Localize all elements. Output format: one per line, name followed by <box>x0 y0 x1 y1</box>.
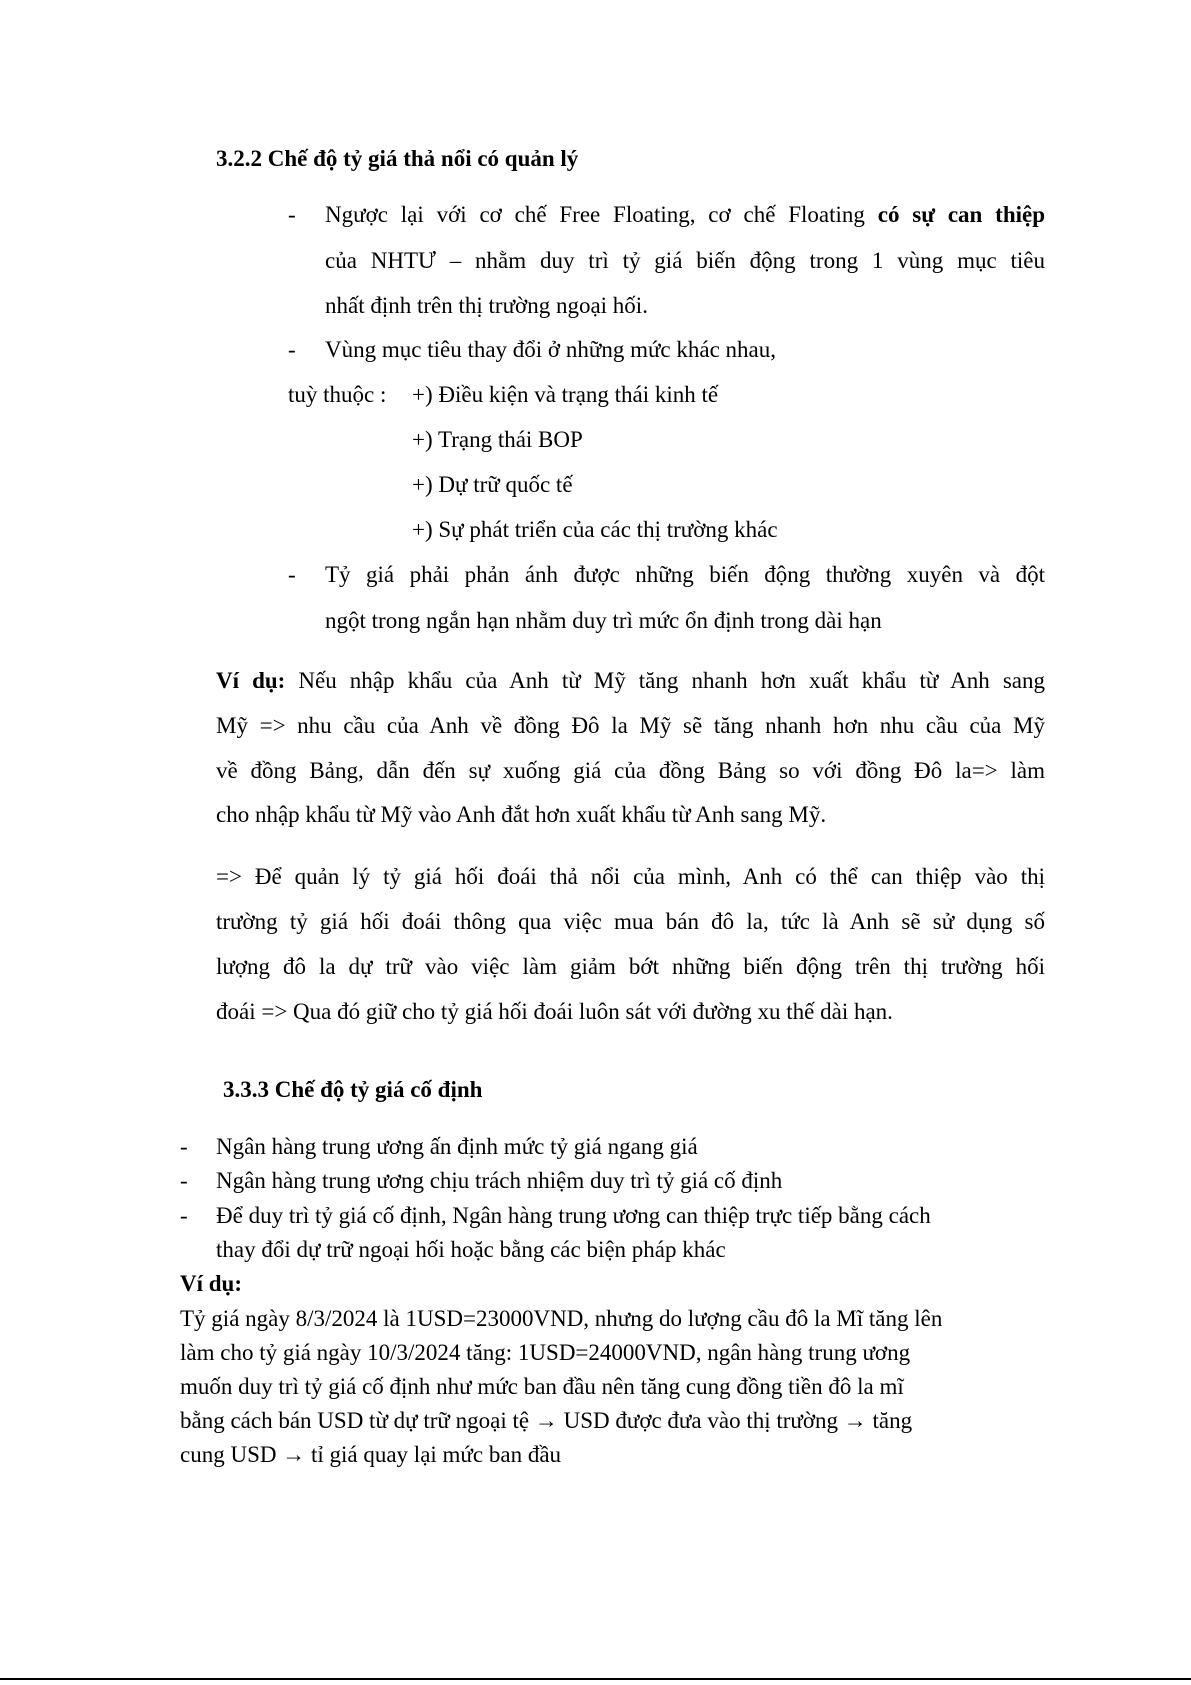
bullet-item-3-line-2: ngột trong ngắn hạn nhằm duy trì mức ổn định trong dài hạn <box>325 608 882 633</box>
bullet-marker: - <box>288 337 296 362</box>
example-label: Ví dụ: <box>216 668 286 693</box>
section-322-heading: 3.2.2 Chế độ tỷ giá thả nổi có quản lý <box>216 146 579 171</box>
bullet-marker: - <box>288 562 296 587</box>
example-line-4: cho nhập khẩu từ Mỹ vào Anh đắt hơn xuất khẩu từ Anh sang Mỹ. <box>216 802 827 827</box>
depends-item: +) Dự trữ quốc tế <box>412 472 573 497</box>
fixed-item-2: Ngân hàng trung ương chịu trách nhiệm duy trì tỷ giá cố định <box>216 1168 783 1193</box>
depends-label: tuỳ thuộc : <box>288 382 387 407</box>
conclusion-line-2: trường tỷ giá hối đoái thông qua việc mua bán đô la, tức là Anh sẽ sử dụng số <box>216 909 1045 934</box>
depends-item: +) Trạng thái BOP <box>412 427 583 452</box>
example-line-1 <box>216 668 1045 694</box>
conclusion-line-3: lượng đô la dự trữ vào việc làm giảm bớt những biến động trên thị trường hối <box>216 954 1045 979</box>
fixed-item-3-cont: thay đổi dự trữ ngoại hối hoặc bằng các biện pháp khác <box>216 1237 726 1262</box>
bullet-item-1-line-1 <box>325 202 1045 228</box>
example-line-2: Mỹ => nhu cầu của Anh về đồng Đô la Mỹ sẽ tăng nhanh hơn nhu cầu của Mỹ <box>216 713 1045 738</box>
depends-item: +) Điều kiện và trạng thái kinh tế <box>412 382 719 407</box>
depends-item: +) Sự phát triển của các thị trường khác <box>412 517 778 542</box>
bullet-item-1-line-3: nhất định trên thị trường ngoại hối. <box>325 293 648 318</box>
page-bottom-rule <box>0 1678 1191 1680</box>
bullet-item-2: Vùng mục tiêu thay đổi ở những mức khác nhau, <box>325 337 777 362</box>
bullet-marker: - <box>288 202 296 227</box>
fixed-example-label: Ví dụ: <box>180 1271 242 1296</box>
bullet-marker: - <box>180 1203 188 1228</box>
bullet-marker: - <box>180 1168 188 1193</box>
bullet-marker: - <box>180 1134 188 1159</box>
section-333-heading: 3.3.3 Chế độ tỷ giá cố định <box>223 1077 483 1102</box>
fixed-item-3: Để duy trì tỷ giá cố định, Ngân hàng trung ương can thiệp trực tiếp bằng cách <box>216 1203 931 1228</box>
bullet-item-1-bold: có sự can thiệp <box>877 202 1045 227</box>
bullet-item-1-text: Ngược lại với cơ chế Free Floating, cơ chế Floating <box>325 202 878 227</box>
example-text: Nếu nhập khẩu của Anh từ Mỹ tăng nhanh hơn xuất khẩu từ Anh sang <box>285 668 1045 693</box>
example-line-3: về đồng Bảng, dẫn đến sự xuống giá của đồng Bảng so với đồng Đô la=> làm <box>216 758 1045 783</box>
fixed-example-line-5: cung USD → tỉ giá quay lại mức ban đầu <box>180 1442 562 1467</box>
fixed-example-line-4: bằng cách bán USD từ dự trữ ngoại tệ → USD được đưa vào thị trường → tăng <box>180 1408 913 1433</box>
conclusion-line-4: đoái => Qua đó giữ cho tỷ giá hối đoái luôn sát với đường xu thế dài hạn. <box>216 999 893 1024</box>
conclusion-line-1: => Để quản lý tỷ giá hối đoái thả nổi của mình, Anh có thể can thiệp vào thị <box>216 864 1045 889</box>
fixed-example-line-1: Tỷ giá ngày 8/3/2024 là 1USD=23000VND, nhưng do lượng cầu đô la Mĩ tăng lên <box>180 1306 943 1331</box>
bullet-item-1-line-2: của NHTƯ – nhằm duy trì tỷ giá biến động trong 1 vùng mục tiêu <box>325 248 1045 273</box>
fixed-item-1: Ngân hàng trung ương ấn định mức tỷ giá ngang giá <box>216 1134 698 1159</box>
bullet-item-3-line-1: Tỷ giá phải phản ánh được những biến động thường xuyên và đột <box>325 562 1045 587</box>
fixed-example-line-2: làm cho tỷ giá ngày 10/3/2024 tăng: 1USD=24000VND, ngân hàng trung ương <box>180 1340 911 1365</box>
fixed-example-line-3: muốn duy trì tỷ giá cố định như mức ban đầu nên tăng cung đồng tiền đô la mĩ <box>180 1374 904 1399</box>
